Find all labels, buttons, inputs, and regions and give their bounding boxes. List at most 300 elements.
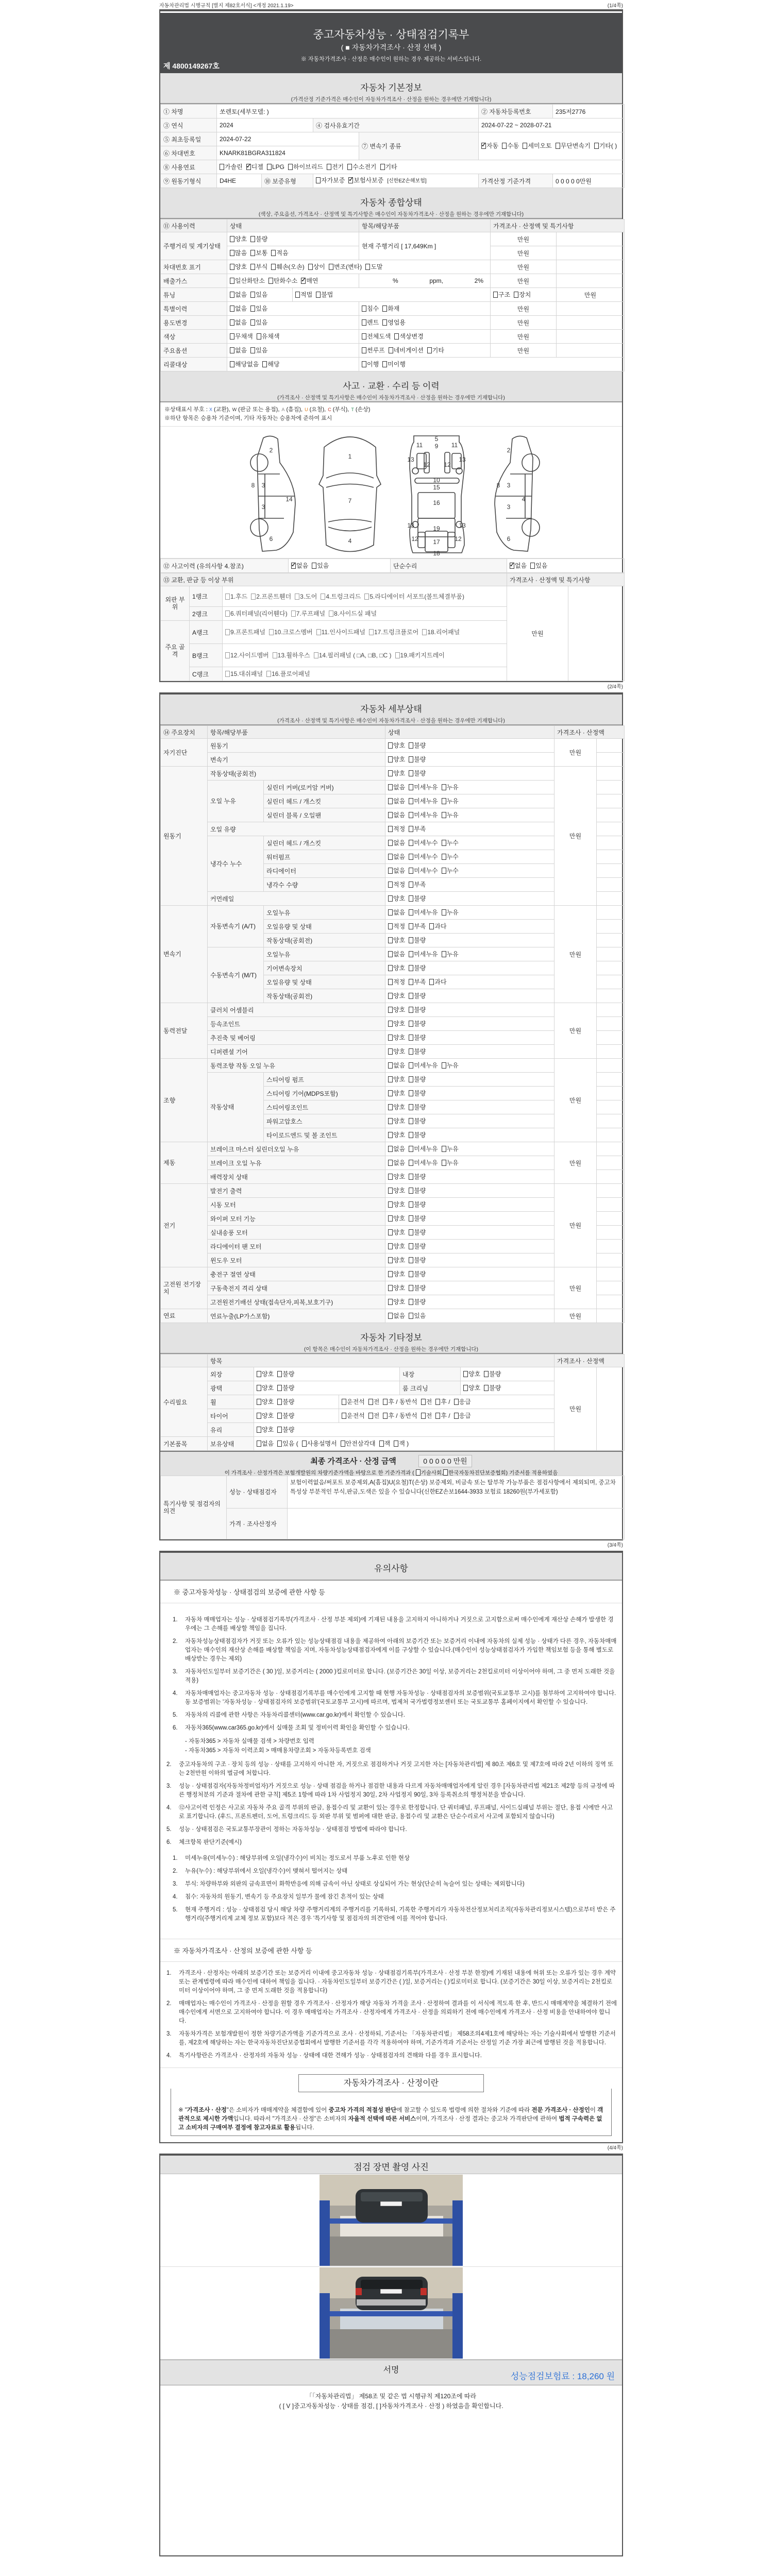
check-option[interactable] <box>409 1145 438 1153</box>
checkbox[interactable] <box>388 1035 393 1041</box>
check-option[interactable] <box>429 923 446 930</box>
checkbox[interactable] <box>262 361 267 367</box>
check-option[interactable] <box>388 1243 405 1250</box>
checkbox[interactable] <box>388 993 393 999</box>
check-option[interactable] <box>230 333 253 341</box>
checkbox[interactable] <box>225 671 230 677</box>
check-option[interactable] <box>409 756 426 764</box>
check-option[interactable] <box>409 895 426 903</box>
check-option[interactable] <box>230 319 247 327</box>
check-option[interactable] <box>388 1215 405 1223</box>
checkbox[interactable] <box>409 965 413 971</box>
checkbox[interactable] <box>266 671 271 677</box>
checkbox[interactable] <box>362 319 366 326</box>
check-option[interactable] <box>291 562 308 570</box>
check-option[interactable] <box>250 263 267 271</box>
checkbox[interactable] <box>463 1385 468 1391</box>
checkbox[interactable] <box>347 164 352 170</box>
check-option[interactable] <box>388 1187 405 1195</box>
checkbox[interactable] <box>388 798 393 804</box>
check-option[interactable] <box>409 1062 438 1070</box>
check-option[interactable] <box>388 784 405 791</box>
check-option[interactable] <box>388 1298 405 1306</box>
checkbox[interactable] <box>362 361 366 367</box>
checkbox[interactable] <box>379 1440 384 1447</box>
checkbox[interactable] <box>409 1299 413 1305</box>
part-item[interactable] <box>225 670 263 677</box>
part-item[interactable] <box>395 652 445 659</box>
check-option[interactable] <box>277 1440 298 1448</box>
check-option[interactable] <box>271 263 304 271</box>
check-option[interactable] <box>388 1006 405 1014</box>
checkbox[interactable] <box>388 826 393 832</box>
check-option[interactable] <box>442 839 459 847</box>
checkbox[interactable] <box>382 306 387 312</box>
check-option[interactable] <box>388 1312 405 1320</box>
check-option[interactable] <box>267 163 284 171</box>
checkbox[interactable] <box>230 264 234 270</box>
checkbox[interactable] <box>388 812 393 818</box>
checkbox[interactable] <box>435 1399 440 1405</box>
check-option[interactable] <box>409 867 438 875</box>
checkbox[interactable] <box>429 923 434 929</box>
checkbox[interactable] <box>594 143 599 149</box>
part-item[interactable] <box>314 652 392 659</box>
checkbox[interactable] <box>409 798 413 804</box>
checkbox[interactable] <box>409 1313 413 1319</box>
checkbox[interactable] <box>314 652 318 658</box>
check-option[interactable] <box>388 964 405 972</box>
checkbox[interactable] <box>409 951 413 957</box>
check-option[interactable] <box>454 1398 471 1406</box>
check-option[interactable] <box>257 333 280 341</box>
checkbox[interactable] <box>342 1399 346 1405</box>
check-option[interactable] <box>388 1201 405 1209</box>
check-option[interactable] <box>348 177 383 184</box>
checkbox[interactable] <box>510 563 514 569</box>
checkbox[interactable] <box>316 177 321 183</box>
check-option[interactable] <box>380 163 397 171</box>
check-option[interactable] <box>368 1412 380 1420</box>
check-option[interactable] <box>409 1173 426 1181</box>
checkbox[interactable] <box>388 1215 393 1222</box>
checkbox[interactable] <box>277 1413 282 1419</box>
check-option[interactable] <box>250 235 267 243</box>
checkbox[interactable] <box>388 1257 393 1263</box>
checkbox[interactable] <box>271 264 276 270</box>
part-item[interactable] <box>225 593 247 600</box>
checkbox[interactable] <box>383 1399 388 1405</box>
check-option[interactable] <box>230 263 247 271</box>
checkbox[interactable] <box>409 895 413 902</box>
check-option[interactable] <box>277 1370 294 1378</box>
check-option[interactable] <box>382 305 399 313</box>
check-option[interactable] <box>388 811 405 819</box>
part-item[interactable] <box>321 593 361 600</box>
checkbox[interactable] <box>409 882 413 888</box>
check-option[interactable] <box>388 867 405 875</box>
checkbox[interactable] <box>394 333 399 340</box>
check-option[interactable] <box>362 305 379 313</box>
checkbox[interactable] <box>295 594 299 600</box>
checkbox[interactable] <box>348 177 353 183</box>
checkbox[interactable] <box>493 292 498 298</box>
checkbox[interactable] <box>388 1090 393 1096</box>
checkbox[interactable] <box>267 164 272 170</box>
checkbox[interactable] <box>342 1413 346 1419</box>
check-option[interactable] <box>442 909 459 917</box>
check-option[interactable] <box>409 978 426 986</box>
check-option[interactable] <box>329 263 362 271</box>
check-option[interactable] <box>409 1229 426 1236</box>
checkbox[interactable] <box>395 652 400 658</box>
checkbox[interactable] <box>442 1160 446 1166</box>
part-item[interactable] <box>422 629 460 636</box>
check-option[interactable] <box>302 1440 337 1448</box>
check-option[interactable] <box>409 1034 426 1042</box>
checkbox[interactable] <box>329 264 333 270</box>
check-option[interactable] <box>409 1215 426 1223</box>
check-option[interactable] <box>409 798 438 805</box>
checkbox[interactable] <box>409 1160 413 1166</box>
check-option[interactable] <box>250 305 267 313</box>
check-option[interactable] <box>409 1048 426 1056</box>
check-option[interactable] <box>388 770 405 777</box>
checkbox[interactable] <box>442 854 446 860</box>
checkbox[interactable] <box>250 250 255 256</box>
check-option[interactable] <box>388 923 405 930</box>
checkbox[interactable] <box>409 770 413 776</box>
check-option[interactable] <box>220 163 243 171</box>
check-option[interactable] <box>409 1076 426 1083</box>
checkbox[interactable] <box>409 854 413 860</box>
check-option[interactable] <box>327 163 344 171</box>
checkbox[interactable] <box>388 1062 393 1069</box>
checkbox[interactable] <box>484 1385 489 1391</box>
checkbox[interactable] <box>388 1076 393 1082</box>
check-option[interactable] <box>388 937 405 944</box>
checkbox[interactable] <box>388 1174 393 1180</box>
check-option[interactable] <box>409 1159 438 1167</box>
check-option[interactable] <box>382 319 406 327</box>
check-option[interactable] <box>388 1131 405 1139</box>
checkbox[interactable] <box>409 756 413 762</box>
checkbox[interactable] <box>291 611 296 617</box>
checkbox[interactable] <box>388 868 393 874</box>
check-option[interactable] <box>388 1284 405 1292</box>
checkbox[interactable] <box>388 882 393 888</box>
checkbox[interactable] <box>271 250 276 256</box>
checkbox[interactable] <box>388 1201 393 1208</box>
check-option[interactable] <box>257 1398 274 1406</box>
checkbox[interactable] <box>388 1104 393 1110</box>
checkbox[interactable] <box>230 236 234 242</box>
check-option[interactable] <box>312 562 329 570</box>
check-option[interactable] <box>362 347 385 354</box>
checkbox[interactable] <box>230 250 234 256</box>
checkbox[interactable] <box>409 923 413 929</box>
check-option[interactable] <box>295 291 312 299</box>
check-option[interactable] <box>594 142 617 150</box>
check-option[interactable] <box>288 163 323 171</box>
check-option[interactable] <box>409 1243 426 1250</box>
check-option[interactable] <box>409 1117 426 1125</box>
check-option[interactable] <box>388 992 405 1000</box>
check-option[interactable] <box>427 347 444 354</box>
checkbox[interactable] <box>409 979 413 985</box>
check-option[interactable] <box>502 142 519 150</box>
part-item[interactable] <box>225 610 288 617</box>
check-option[interactable] <box>230 347 247 354</box>
checkbox[interactable] <box>442 868 446 874</box>
checkbox[interactable] <box>442 1062 446 1069</box>
check-option[interactable] <box>365 263 382 271</box>
check-option[interactable] <box>409 825 426 833</box>
checkbox[interactable] <box>409 909 413 916</box>
check-option[interactable] <box>362 333 391 341</box>
part-item[interactable] <box>225 652 269 659</box>
checkbox[interactable] <box>257 1440 261 1447</box>
checkbox[interactable] <box>422 629 427 635</box>
check-option[interactable] <box>308 263 325 271</box>
checkbox[interactable] <box>409 1285 413 1291</box>
checkbox[interactable] <box>454 1399 459 1405</box>
checkbox[interactable] <box>388 951 393 957</box>
check-option[interactable] <box>409 937 426 944</box>
check-option[interactable] <box>484 1384 501 1392</box>
checkbox[interactable] <box>429 979 434 985</box>
checkbox[interactable] <box>383 1413 388 1419</box>
check-option[interactable] <box>435 1412 450 1420</box>
check-option[interactable] <box>342 1412 365 1420</box>
check-option[interactable] <box>409 1284 426 1292</box>
checkbox[interactable] <box>257 1413 261 1419</box>
check-option[interactable] <box>442 1062 459 1070</box>
checkbox[interactable] <box>382 361 387 367</box>
checkbox[interactable] <box>301 278 306 284</box>
checkbox[interactable] <box>327 164 331 170</box>
check-option[interactable] <box>435 1398 450 1406</box>
checkbox[interactable] <box>329 611 333 617</box>
check-option[interactable] <box>271 249 288 257</box>
checkbox[interactable] <box>409 1174 413 1180</box>
checkbox[interactable] <box>481 143 486 149</box>
checkbox[interactable] <box>409 1104 413 1110</box>
checkbox[interactable] <box>409 1257 413 1263</box>
check-option[interactable] <box>301 277 318 285</box>
checkbox[interactable] <box>295 292 300 298</box>
check-option[interactable] <box>277 1426 294 1434</box>
checkbox[interactable] <box>257 1371 261 1377</box>
checkbox[interactable] <box>368 1399 373 1405</box>
checkbox[interactable] <box>388 840 393 846</box>
checkbox[interactable] <box>409 826 413 832</box>
check-option[interactable] <box>388 839 405 847</box>
check-option[interactable] <box>429 978 446 986</box>
checkbox[interactable] <box>409 1048 413 1055</box>
checkbox[interactable] <box>246 164 251 170</box>
check-option[interactable] <box>442 784 459 791</box>
check-option[interactable] <box>442 853 459 861</box>
checkbox[interactable] <box>362 347 366 353</box>
checkbox[interactable] <box>250 347 255 353</box>
checkbox[interactable] <box>394 1440 398 1447</box>
check-option[interactable] <box>394 333 423 341</box>
check-option[interactable] <box>230 305 247 313</box>
part-item[interactable] <box>295 593 317 600</box>
check-option[interactable] <box>388 1229 405 1236</box>
check-option[interactable] <box>394 1440 409 1448</box>
check-option[interactable] <box>463 1384 480 1392</box>
part-item[interactable] <box>364 593 464 600</box>
check-option[interactable] <box>409 909 438 917</box>
checkbox[interactable] <box>502 143 507 149</box>
checkbox[interactable] <box>365 264 370 270</box>
checkbox[interactable] <box>312 563 316 569</box>
part-item[interactable] <box>266 670 310 677</box>
check-option[interactable] <box>382 361 406 368</box>
check-option[interactable] <box>368 1398 380 1406</box>
checkbox[interactable] <box>388 937 393 943</box>
check-option[interactable] <box>388 1159 405 1167</box>
checkbox[interactable] <box>230 333 234 340</box>
check-option[interactable] <box>409 1090 426 1097</box>
check-option[interactable] <box>250 291 267 299</box>
part-item[interactable] <box>251 593 291 600</box>
checkbox[interactable] <box>389 347 393 353</box>
checkbox[interactable] <box>230 306 234 312</box>
checkbox[interactable] <box>230 278 234 284</box>
check-option[interactable] <box>250 347 267 354</box>
check-option[interactable] <box>442 811 459 819</box>
checkbox[interactable] <box>257 1399 261 1405</box>
checkbox[interactable] <box>269 629 274 635</box>
part-item[interactable] <box>329 610 377 617</box>
check-option[interactable] <box>442 951 459 958</box>
checkbox[interactable] <box>409 993 413 999</box>
check-option[interactable] <box>409 839 438 847</box>
check-option[interactable] <box>388 1270 405 1278</box>
check-option[interactable] <box>388 1090 405 1097</box>
checkbox[interactable] <box>556 143 560 149</box>
checkbox[interactable] <box>388 1243 393 1249</box>
check-option[interactable] <box>347 163 376 171</box>
check-option[interactable] <box>257 1412 274 1420</box>
check-option[interactable] <box>277 1398 294 1406</box>
check-option[interactable] <box>409 1006 426 1014</box>
check-option[interactable] <box>246 163 263 171</box>
check-option[interactable] <box>388 756 405 764</box>
checkbox[interactable] <box>220 164 224 170</box>
checkbox[interactable] <box>409 1243 413 1249</box>
checkbox[interactable] <box>382 319 387 326</box>
check-option[interactable] <box>230 291 247 299</box>
checkbox[interactable] <box>530 563 535 569</box>
check-option[interactable] <box>230 277 265 285</box>
check-option[interactable] <box>409 1270 426 1278</box>
checkbox[interactable] <box>341 1440 345 1447</box>
checkbox[interactable] <box>435 1413 440 1419</box>
check-option[interactable] <box>388 1257 405 1264</box>
check-option[interactable] <box>389 347 424 354</box>
check-option[interactable] <box>388 1173 405 1181</box>
checkbox[interactable] <box>277 1440 282 1447</box>
checkbox[interactable] <box>257 1385 261 1391</box>
part-item[interactable] <box>291 610 325 617</box>
check-option[interactable] <box>388 951 405 958</box>
checkbox[interactable] <box>442 812 446 818</box>
check-option[interactable] <box>530 562 547 570</box>
check-option[interactable] <box>523 142 551 150</box>
checkbox[interactable] <box>409 840 413 846</box>
check-option[interactable] <box>409 811 438 819</box>
check-option[interactable] <box>230 249 247 257</box>
checkbox[interactable] <box>442 840 446 846</box>
check-option[interactable] <box>442 1159 459 1167</box>
checkbox[interactable] <box>388 1313 393 1319</box>
checkbox[interactable] <box>362 306 366 312</box>
checkbox[interactable] <box>388 1299 393 1305</box>
checkbox[interactable] <box>368 1413 373 1419</box>
checkbox[interactable] <box>388 1132 393 1138</box>
check-option[interactable] <box>277 1412 294 1420</box>
checkbox[interactable] <box>388 1188 393 1194</box>
check-option[interactable] <box>409 1131 426 1139</box>
check-option[interactable] <box>388 881 405 889</box>
check-option[interactable] <box>316 291 333 299</box>
check-option[interactable] <box>257 1370 274 1378</box>
checkbox[interactable] <box>388 1048 393 1055</box>
checkbox[interactable] <box>225 611 230 617</box>
checkbox[interactable] <box>388 1021 393 1027</box>
part-item[interactable] <box>369 629 418 636</box>
checkbox[interactable] <box>388 1271 393 1277</box>
check-option[interactable] <box>388 825 405 833</box>
check-option[interactable] <box>257 1384 274 1392</box>
check-option[interactable] <box>388 1117 405 1125</box>
checkbox[interactable] <box>388 784 393 790</box>
check-option[interactable] <box>409 1257 426 1264</box>
checkbox[interactable] <box>388 979 393 985</box>
checkbox[interactable] <box>251 594 256 600</box>
check-option[interactable] <box>421 1398 432 1406</box>
checkbox[interactable] <box>442 784 446 790</box>
check-option[interactable] <box>421 1412 432 1420</box>
part-item[interactable] <box>273 652 310 659</box>
checkbox[interactable] <box>409 868 413 874</box>
check-option[interactable] <box>388 1062 405 1070</box>
checkbox[interactable] <box>409 1062 413 1069</box>
checkbox[interactable] <box>443 1469 448 1476</box>
checkbox[interactable] <box>225 594 230 600</box>
checkbox[interactable] <box>321 594 325 600</box>
checkbox[interactable] <box>409 1188 413 1194</box>
checkbox[interactable] <box>463 1371 468 1377</box>
checkbox[interactable] <box>388 854 393 860</box>
check-option[interactable] <box>250 249 267 257</box>
checkbox[interactable] <box>288 164 293 170</box>
checkbox[interactable] <box>388 965 393 971</box>
checkbox[interactable] <box>409 1118 413 1124</box>
check-option[interactable] <box>230 235 247 243</box>
checkbox[interactable] <box>409 1007 413 1013</box>
check-option[interactable] <box>409 742 426 750</box>
checkbox[interactable] <box>409 1146 413 1152</box>
checkbox[interactable] <box>316 292 321 298</box>
check-option[interactable] <box>481 142 498 150</box>
check-option[interactable] <box>442 798 459 805</box>
checkbox[interactable] <box>277 1371 282 1377</box>
